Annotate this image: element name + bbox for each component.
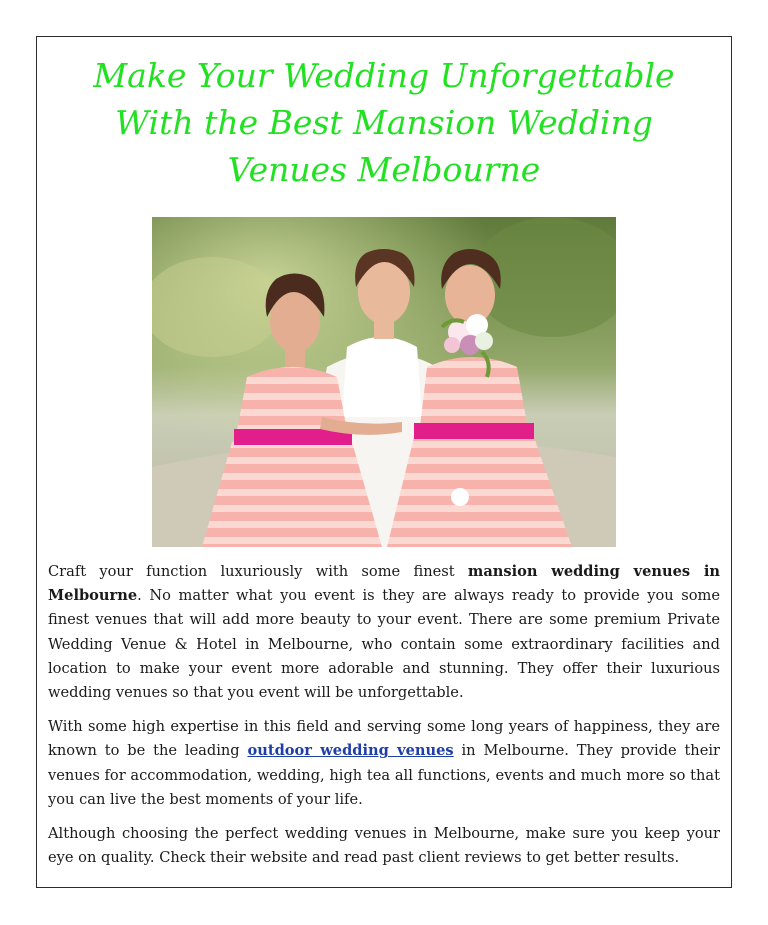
paragraph-3: Although choosing the perfect wedding venues in Melbourne, make sure you keep your eye on quality. Check their website and read past client reviews to get better results.	[48, 825, 720, 867]
paragraph-1-intro: Craft your function luxuriously with some finest	[48, 563, 468, 580]
outdoor-wedding-venues-link[interactable]: outdoor wedding venues	[247, 742, 454, 760]
paragraph-1-rest: . No matter what you event is they are always ready to provide you some finest venues that will add more beauty to your event. There are some premium Private Wedding Venue & Hotel in Melbourne, who contain some extraordinary facilities and location to make your event more adorable and stunning. They offer their luxurious wedding venues so that you event will be unforgettable.	[48, 587, 720, 702]
wedding-photo	[152, 217, 616, 547]
article-body	[48, 560, 720, 880]
paragraph-1	[48, 560, 720, 705]
mansion-venues-bold-text: mansion wedding venues in Melbourne	[48, 563, 720, 605]
title-line-3: Venues Melbourne	[227, 150, 541, 189]
page-title	[60, 52, 708, 193]
paragraph-2-intro: With some high expertise in this field and serving some long years of happiness, they are known to be the leading	[48, 718, 720, 760]
paragraph-2-rest: in Melbourne. They provide their venues for accommodation, wedding, high tea all functions, events and much more so that you can live the best moments of your life.	[48, 742, 720, 808]
title-line-2: With the Best Mansion Wedding	[115, 103, 653, 142]
title-line-1: Make Your Wedding Unforgettable	[93, 56, 675, 95]
paragraph-2	[48, 715, 720, 812]
